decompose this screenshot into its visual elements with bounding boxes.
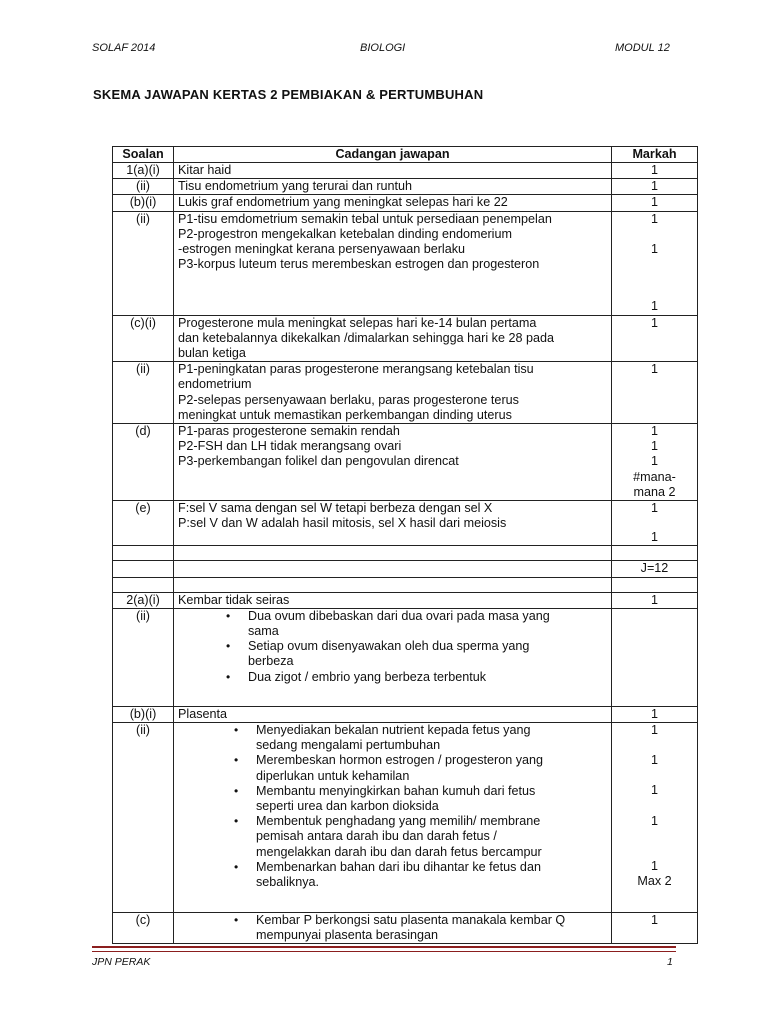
table-row	[113, 592, 698, 608]
list-item: • Merembeskan hormon estrogen / progesteron yang diperlukan untuk kehamilan	[256, 753, 607, 783]
mark-cell: 1	[612, 315, 698, 362]
footer-rule-thin	[92, 951, 676, 952]
mark-line: Max 2	[637, 874, 672, 889]
answer-line: Progesterone mula meningkat selepas hari ke-14 bulan pertama	[178, 315, 537, 330]
answer-cell: Plasenta	[174, 706, 612, 722]
answer-line: meningkat untuk memastikan perkembangan dinding uterus	[178, 407, 512, 422]
mark-line: 1	[650, 753, 658, 768]
answer-line: P3-perkembangan folikel dan pengovulan direncat	[178, 454, 459, 469]
mark-cell	[612, 723, 698, 913]
answer-table	[112, 146, 698, 944]
table-row	[113, 546, 698, 561]
answer-line: P1-paras progesterone semakin rendah	[178, 424, 400, 439]
question-cell	[113, 561, 174, 577]
bullet-list	[178, 913, 607, 943]
list-item: • Membentuk penghadang yang memilih/ membrane pemisah antara darah ibu dan darah fetus / mengelakkan darah ibu dan darah fetus bercampur	[256, 814, 607, 860]
list-item: • Kembar P berkongsi satu plasenta manakala kembar Q mempunyai plasenta berasingan	[256, 913, 607, 943]
question-cell: (d)	[113, 424, 174, 501]
mark-cell	[612, 546, 698, 561]
mark-cell	[612, 424, 698, 501]
table-row	[113, 706, 698, 722]
answer-line: endometrium	[178, 377, 252, 392]
mark-line: 1	[650, 439, 658, 454]
answer-cell	[174, 723, 612, 913]
table-row	[113, 501, 698, 546]
mark-cell: 1	[612, 592, 698, 608]
header-center: BIOLOGI	[360, 42, 406, 54]
header-soalan: Soalan	[113, 147, 174, 163]
answer-cell	[174, 315, 612, 362]
list-item: • Membantu menyingkirkan bahan kumuh dari fetus seperti urea dan karbon dioksida	[256, 784, 607, 814]
question-cell: (c)(i)	[113, 315, 174, 362]
answer-cell	[174, 424, 612, 501]
mark-line: 1	[650, 241, 658, 256]
table-row	[113, 913, 698, 944]
mark-cell	[612, 608, 698, 706]
table-row	[113, 211, 698, 315]
mark-line: 1	[650, 501, 658, 516]
table-header-row	[113, 147, 698, 163]
mark-line: 1	[650, 211, 658, 226]
answer-cell	[174, 608, 612, 706]
table-row	[113, 608, 698, 706]
bullet-list	[178, 723, 607, 890]
footer-left: JPN PERAK	[92, 956, 151, 968]
answer-cell	[174, 913, 612, 944]
answer-line: P:sel V dan W adalah hasil mitosis, sel X hasil dari meiosis	[178, 516, 507, 531]
page-number: 1	[667, 956, 673, 968]
answer-cell	[174, 577, 612, 592]
list-item: • Setiap ovum disenyawakan oleh dua sperma yang berbeza	[248, 639, 607, 669]
question-cell	[113, 577, 174, 592]
footer-rule	[92, 946, 676, 948]
mark-cell	[612, 501, 698, 546]
answer-cell	[174, 501, 612, 546]
answer-line: F:sel V sama dengan sel W tetapi berbeza dengan sel X	[178, 501, 493, 516]
answer-line: P3-korpus luteum terus merembeskan estrogen dan progesteron	[178, 257, 540, 272]
page-title: SKEMA JAWAPAN KERTAS 2 PEMBIAKAN & PERTUMBUHAN	[93, 87, 484, 102]
header-left: SOLAF 2014	[92, 42, 156, 54]
question-cell: 1(a)(i)	[113, 163, 174, 179]
answer-line: -estrogen meningkat kerana persenyawaan berlaku	[178, 242, 466, 257]
mark-cell: 1	[612, 195, 698, 211]
answer-cell: Tisu endometrium yang terurai dan runtuh	[174, 179, 612, 195]
table-row	[113, 424, 698, 501]
mark-line: 1	[650, 858, 658, 873]
list-item: • Dua zigot / embrio yang berbeza terbentuk	[248, 670, 607, 685]
answer-cell: Lukis graf endometrium yang meningkat selepas hari ke 22	[174, 195, 612, 211]
mark-cell	[612, 577, 698, 592]
list-item: • Membenarkan bahan dari ibu dihantar ke fetus dan sebaliknya.	[256, 860, 607, 890]
bullet-list	[178, 609, 607, 685]
total-mark-cell: J=12	[612, 561, 698, 577]
mark-cell: 1	[612, 913, 698, 944]
mark-line: mana 2	[633, 484, 676, 499]
question-cell: (ii)	[113, 723, 174, 913]
header-right: MODUL 12	[615, 42, 670, 54]
list-item: • Menyediakan bekalan nutrient kepada fetus yang sedang mengalami pertumbuhan	[256, 723, 607, 753]
answer-cell	[174, 211, 612, 315]
answer-line: P2-selepas persenyawaan berlaku, paras progesterone terus	[178, 392, 519, 407]
table-row	[113, 723, 698, 913]
table-row	[113, 577, 698, 592]
question-cell: (b)(i)	[113, 706, 174, 722]
table-row	[113, 315, 698, 362]
mark-cell: 1	[612, 362, 698, 424]
header-cadangan-jawapan: Cadangan jawapan	[174, 147, 612, 163]
table-row	[113, 179, 698, 195]
mark-cell: 1	[612, 706, 698, 722]
table-row	[113, 195, 698, 211]
mark-line: #mana-	[633, 469, 676, 484]
mark-line: 1	[650, 783, 658, 798]
answer-cell	[174, 561, 612, 577]
answer-cell	[174, 546, 612, 561]
question-cell: 2(a)(i)	[113, 592, 174, 608]
table-row	[113, 163, 698, 179]
question-cell: (c)	[113, 913, 174, 944]
question-cell: (b)(i)	[113, 195, 174, 211]
mark-line: 1	[650, 813, 658, 828]
answer-line: dan ketebalannya dikekalkan /dimalarkan sehingga hari ke 28 pada	[178, 330, 554, 345]
mark-line: 1	[650, 424, 658, 439]
mark-line: 1	[650, 299, 658, 314]
mark-line: 1	[650, 530, 658, 545]
answer-cell: Kitar haid	[174, 163, 612, 179]
list-item: • Dua ovum dibebaskan dari dua ovari pada masa yang sama	[248, 609, 607, 639]
question-cell	[113, 546, 174, 561]
question-cell: (ii)	[113, 179, 174, 195]
question-cell: (e)	[113, 501, 174, 546]
mark-line: 1	[650, 723, 658, 738]
answer-line: P2-FSH dan LH tidak merangsang ovari	[178, 439, 402, 454]
mark-line: 1	[650, 454, 658, 469]
mark-cell: 1	[612, 179, 698, 195]
answer-line: P1-peningkatan paras progesterone merangsang ketebalan tisu	[178, 362, 534, 377]
header-markah: Markah	[612, 147, 698, 163]
question-cell: (ii)	[113, 211, 174, 315]
answer-line: P2-progestron mengekalkan ketebalan dinding endomerium	[178, 226, 512, 241]
answer-cell	[174, 362, 612, 424]
question-cell: (ii)	[113, 608, 174, 706]
table-row	[113, 362, 698, 424]
answer-cell: Kembar tidak seiras	[174, 592, 612, 608]
mark-cell: 1	[612, 163, 698, 179]
answer-line: P1-tisu emdometrium semakin tebal untuk persediaan penempelan	[178, 211, 552, 226]
answer-line: bulan ketiga	[178, 346, 246, 361]
table-row	[113, 561, 698, 577]
mark-cell	[612, 211, 698, 315]
question-cell: (ii)	[113, 362, 174, 424]
